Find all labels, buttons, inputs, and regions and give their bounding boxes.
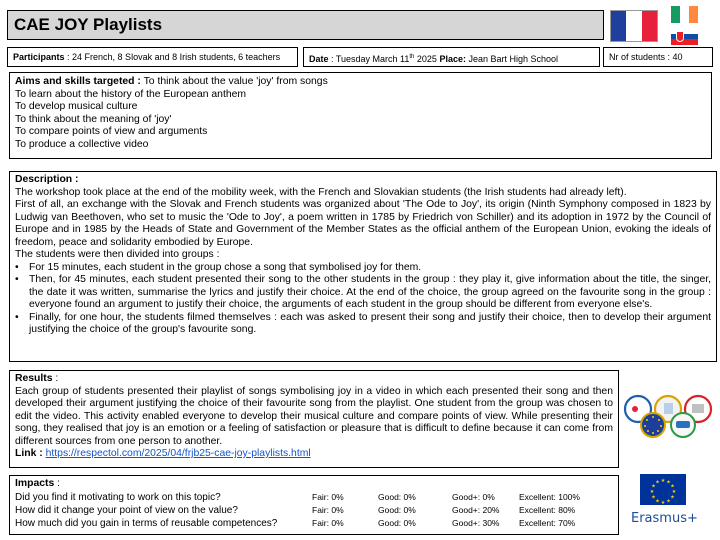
bullet-text: Finally, for one hour, the students filmed themselves : each was asked to present their song and justify their choice, then to develop their argument justifying the choice of the group's favourite song. [29,311,711,335]
place-value: Jean Bart High School [465,54,559,64]
impacts-colon: : [54,478,61,489]
svg-text:★: ★ [670,494,675,501]
impact-good: Good: 0% [378,517,416,528]
date-year: 2025 [414,54,440,64]
impacts-table [15,491,580,530]
impact-good: Good: 0% [378,504,416,515]
aims-first: To think about the value 'joy' from songs [140,76,328,87]
students-count-box [603,47,713,67]
description-box [9,171,717,362]
svg-text:★: ★ [651,483,656,490]
impact-good: Good: 0% [378,491,416,502]
impact-question: How much did you gain in terms of reusable competences? [15,517,278,529]
results-box [9,370,619,468]
svg-text:★: ★ [651,494,656,501]
eu-flag-icon [640,474,686,505]
svg-text:★: ★ [649,489,655,495]
aims-label: Aims and skills targeted : [15,76,141,87]
impact-goodplus: Good+: 30% [452,517,500,528]
participants-value: : 24 French, 8 Slovak and 8 Irish students, 6 teachers [64,52,281,62]
description-bullet: • Finally, for one hour, the students filmed themselves : each was asked to present their song and justify their choice, then to develop their argument justifying the choice of the group's favourite song. [15,311,711,335]
results-label: Results [15,373,53,384]
svg-text:★: ★ [660,500,666,505]
participants-label: Participants [13,52,65,62]
impact-fair: Fair: 0% [312,491,344,502]
description-paragraph: First of all, an exchange with the Slovak and French students was organized about 'The Ode to Joy', its origin (Ninth Symphony composed in 1823 by Ludwig van Beethoven, who set to music the 'Ode to Joy', a poem written in 1785 by Friedrich von Schiller) and its adoption in 1972 by the Council of Europe and in 1985 by the Heads of State and Government of the Member States as the official anthem of the European Union, evoking the ideals of freedom, peace and solidarity embodied by Europe. [15,199,711,248]
ireland-flag-icon [671,6,698,23]
impacts-box [9,475,619,535]
page-title: CAE JOY Playlists [14,15,163,34]
svg-text:★: ★ [666,498,671,505]
results-link[interactable]: https://respectol.com/2025/04/frjb25-cae-joy-playlists.html [45,448,311,459]
impact-row [15,491,580,504]
date-suffix: th [409,54,415,60]
svg-text:★: ★ [671,489,677,495]
impact-excellent: Excellent: 80% [519,504,576,515]
bullet-text: Then, for 45 minutes, each student presented their song to the other students in the group : they play it, give information about the title, the singer, the date it was written, summarise the lyrics and justify their choice. At the end of the choice, the group agreed on the favourite song in the group : everyone found an argument to justify their choice, the arguments of each student in the group should be different from everyone else's. [29,274,711,310]
bullet-text: For 15 minutes, each student in the group chose a song that symbolised joy for them. [29,261,422,273]
impact-fair: Fair: 0% [312,504,344,515]
svg-text:★: ★ [655,479,660,486]
impact-goodplus: Good+: 20% [452,504,500,515]
results-text: Each group of students presented their playlist of songs symbolising joy in a video in which each presented their song and then developed their argument justifying the choice of their favourite song from the playlist. One student from the group was chosen to edit the video. This activity enabled everyone to develop their musical culture and compare points of view. While presenting their song, they realised that joy is an emotion or a feeling of satisfaction or pleasure that is difficult to define because it can come from different sources from one person to another. [15,385,613,447]
link-label: Link : [15,448,43,459]
olympic-rings-logo [620,393,718,443]
svg-text:★: ★ [666,479,671,486]
france-flag-icon [610,10,658,42]
date-place-box [303,47,600,67]
date-label: Date [309,54,329,64]
impacts-label: Impacts [15,478,55,489]
aims-line: To develop musical culture [15,101,138,112]
description-paragraph: The students were then divided into groups : [15,249,220,260]
impact-goodplus: Good+: 0% [452,491,495,502]
impact-row [15,504,580,517]
students-count: Nr of students : 40 [609,52,683,62]
svg-text:★: ★ [660,478,666,484]
impact-excellent: Excellent: 70% [519,517,576,528]
svg-text:★: ★ [670,483,675,490]
participants-box [7,47,298,67]
impact-fair: Fair: 0% [312,517,344,528]
impact-excellent: Excellent: 100% [519,491,580,502]
description-paragraph: The workshop took place at the end of the mobility week, with the French and Slovakian students (the Irish students had already left). [15,186,627,198]
svg-text:★: ★ [655,498,660,505]
impact-question: How did it change your point of view on the value? [15,504,238,516]
aims-line: To learn about the history of the European anthem [15,88,247,100]
impact-row [15,517,580,530]
date-value: : Tuesday March 11 [328,54,410,64]
title-box [7,10,604,40]
aims-line: To compare points of view and arguments [15,126,208,137]
aims-line: To produce a collective video [15,138,149,150]
aims-line: To think about the meaning of 'joy' [15,113,172,125]
results-colon: : [52,373,59,384]
description-bullet: • For 15 minutes, each student in the group chose a song that symbolised joy for them. [15,262,711,275]
aims-box [9,72,712,159]
slovakia-flag-icon [671,28,698,45]
place-label: Place: [439,54,466,64]
erasmus-logo-text: Erasmus+ [631,511,698,526]
impact-question: Did you find it motivating to work on this topic? [15,491,221,503]
description-bullet: • Then, for 45 minutes, each student presented their song to the other students in the group : they play it, give information about the title, the singer, the date it was written, summarise the lyrics and justify their choice. At the end of the choice, the group agreed on the favourite song in the group : everyone found an argument to justify their choice, the arguments of each student in the group should be different from everyone else's. [15,274,711,310]
description-label: Description : [15,174,79,185]
